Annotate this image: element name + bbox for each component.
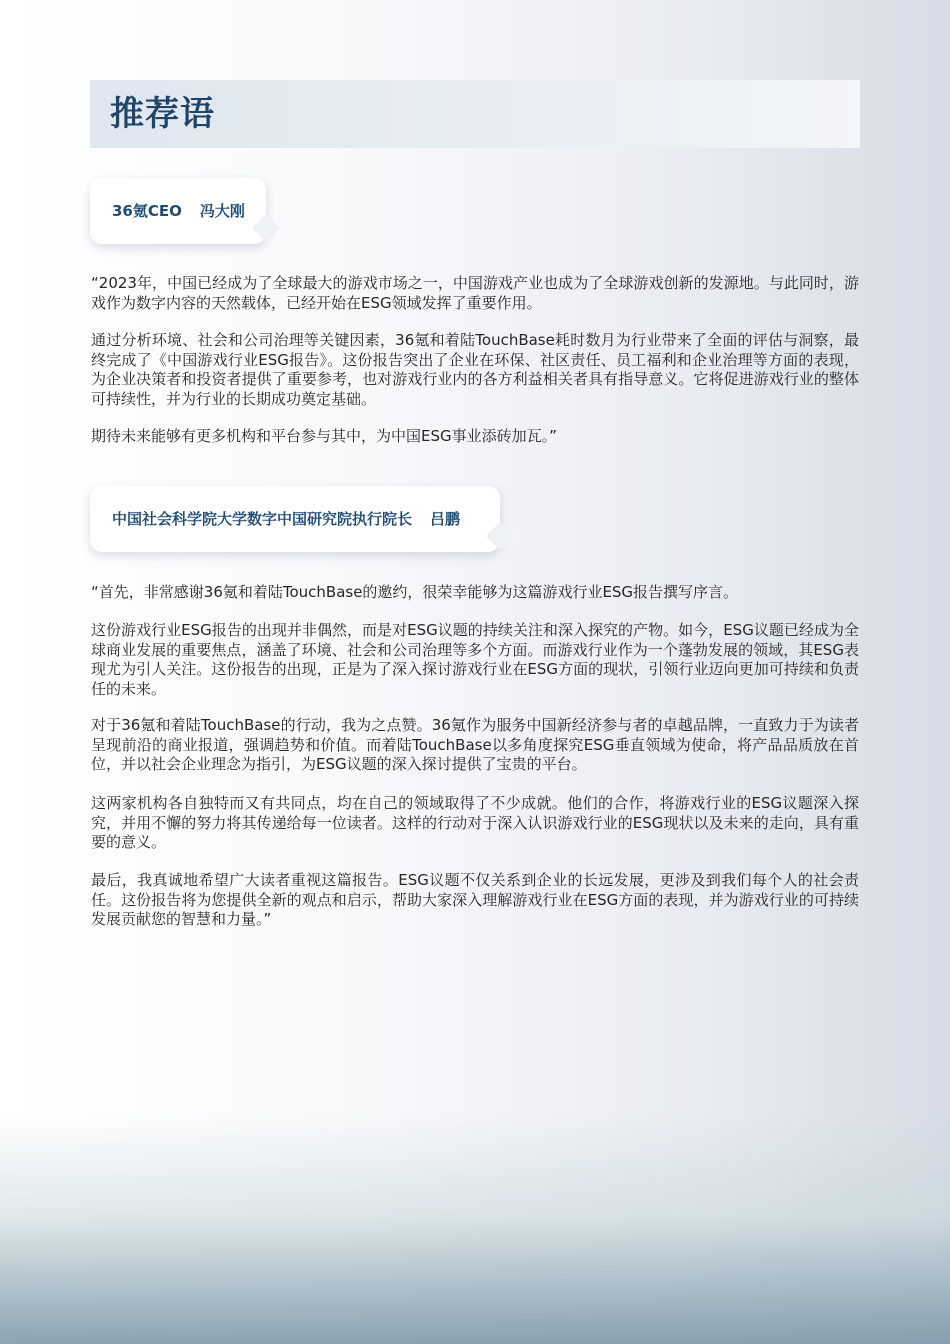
- speaker-2-organization: 中国社会科学院大学数字中国研究院执行院长: [112, 510, 413, 528]
- section-2-paragraph-5: 最后，我真诚地希望广大读者重视这篇报告。ESG议题不仅关系到企业的长远发展，更涉及到我们每个人的社会责任。这份报告将为您提供全新的观点和启示，帮助大家深入理解游戏行业在ESG方面的表现，并为游戏行业的可持续发展贡献您的智慧和力量。”: [91, 871, 859, 928]
- speaker-1-name: 冯大刚: [199, 202, 245, 220]
- section-1-paragraph-2: 通过分析环境、社会和公司治理等关键因素，36氪和着陆TouchBase耗时数月为行业带来了全面的评估与洞察，最终完成了《中国游戏行业ESG报告》。这份报告突出了企业在环保、社区责任、员工福利和企业治理等方面的表现，为企业决策者和投资者提供了重要参考，也对游戏行业内的各方利益相关者具有指导意义。它将促进游戏行业的整体可持续性，并为行业的长期成功奠定基础。: [91, 331, 859, 408]
- speaker-tag-2-text: [112, 508, 460, 530]
- section-2-paragraph-3: 对于36氪和着陆TouchBase的行动，我为之点赞。36氪作为服务中国新经济参与者的卓越品牌，一直致力于为读者呈现前沿的商业报道，强调趋势和价值。而着陆TouchBase以多角度探究ESG垂直领域为使命，将产品品质放在首位，并以社会企业理念为指引，为ESG议题的深入探讨提供了宝贵的平台。: [91, 716, 859, 773]
- speaker-tag-1: [90, 178, 266, 244]
- speaker-1-organization: 36氪CEO: [112, 202, 182, 220]
- page-title: 推荐语: [110, 94, 215, 134]
- section-2-paragraph-4: 这两家机构各自独特而又有共同点，均在自己的领域取得了不少成就。他们的合作，将游戏行业的ESG议题深入探究，并用不懈的努力将其传递给每一位读者。这样的行动对于深入认识游戏行业的ESG现状以及未来的走向，具有重要的意义。: [91, 794, 859, 851]
- speaker-2-name: 吕鹏: [430, 510, 461, 528]
- section-1-paragraph-1: “2023年，中国已经成为了全球最大的游戏市场之一，中国游戏产业也成为了全球游戏创新的发源地。与此同时，游戏作为数字内容的天然载体，已经开始在ESG领域发挥了重要作用。: [91, 274, 859, 312]
- speaker-tag-2: [90, 486, 500, 552]
- section-2-paragraph-2: 这份游戏行业ESG报告的出现并非偶然，而是对ESG议题的持续关注和深入探究的产物。如今，ESG议题已经成为全球商业发展的重要焦点，涵盖了环境、社会和公司治理等多个方面。而游戏行业作为一个蓬勃发展的领域，其ESG表现尤为引人关注。这份报告的出现，正是为了深入探讨游戏行业在ESG方面的现状，引领行业迈向更加可持续和负责任的未来。: [91, 621, 859, 698]
- section-2-paragraph-1: “首先，非常感谢36氪和着陆TouchBase的邀约，很荣幸能够为这篇游戏行业ESG报告撰写序言。: [91, 583, 739, 601]
- background-gradient: [0, 1114, 950, 1344]
- title-band: [90, 80, 860, 148]
- speaker-tag-1-text: [112, 200, 245, 222]
- section-1-paragraph-3: 期待未来能够有更多机构和平台参与其中，为中国ESG事业添砖加瓦。”: [91, 427, 557, 445]
